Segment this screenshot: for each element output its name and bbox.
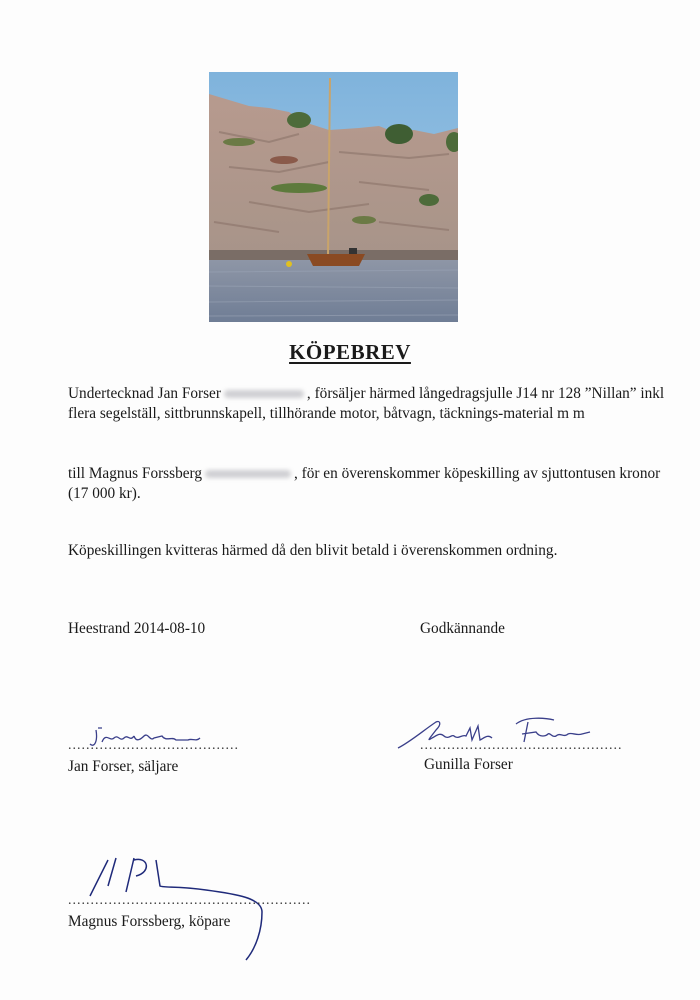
seller-signature-line: ...................................... — [68, 738, 239, 753]
place-date: Heestrand 2014-08-10 — [68, 620, 206, 637]
buyer-text-end: , för en överenskommer köpeskilling av sjuttontusen kronor (17 000 kr). — [68, 465, 661, 502]
sailboat-photo — [209, 72, 458, 322]
sale-text-start: Undertecknad Jan Forser — [68, 385, 221, 402]
sale-paragraph — [68, 384, 668, 424]
buyer-text-start: till Magnus Forssberg — [68, 465, 202, 482]
approver-caption: Gunilla Forser — [424, 756, 513, 773]
seller-caption: Jan Forser, säljare — [68, 758, 179, 775]
buyer-signature-line: ...................................................... — [68, 893, 311, 908]
buyer-caption: Magnus Forssberg, köpare — [68, 913, 231, 930]
sale-text-end: , försäljer härmed långedragsjulle J14 nr 128 ”Nillan” inkl flera segelställ, sittbrunnskapell, tillhörande motor, båtvagn, täcknings-material m m — [68, 385, 665, 422]
redacted-id-buyer — [205, 470, 291, 478]
buyer-paragraph — [68, 464, 668, 504]
receipt-paragraph: Köpeskillingen kvitteras härmed då den blivit betald i överenskommen ordning. — [68, 542, 558, 559]
approver-signature-line: ............................................. — [420, 738, 623, 753]
approval-label: Godkännande — [420, 620, 505, 637]
redacted-id-seller — [224, 390, 304, 398]
document-title: KÖPEBREV — [289, 340, 411, 364]
